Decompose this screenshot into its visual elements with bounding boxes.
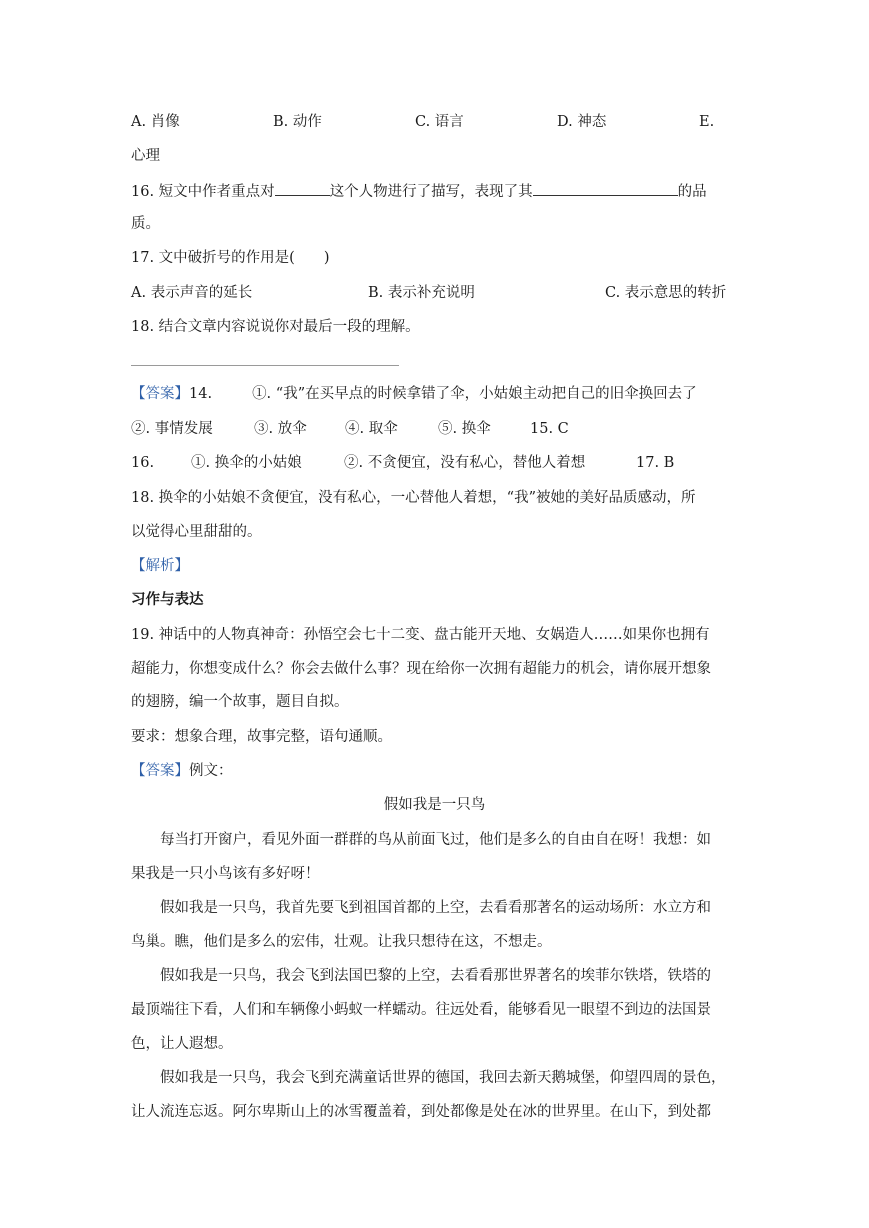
question-16: 16. 短文中作者重点对 这个人物进行了描写，表现了其 的品 <box>131 181 707 202</box>
essay-answer-header: 【答案】例文： <box>131 763 233 779</box>
answer-line-5: 以觉得心里甜甜的。 <box>131 524 262 540</box>
essay-answer-tag: 【答案】 <box>131 763 189 779</box>
answer-line-4: 18. 换伞的小姑娘不贪便宜，没有私心，一心替他人着想，“我”被她的美好品质感动，所 <box>131 490 696 506</box>
analysis-tag: 【解析】 <box>131 558 189 574</box>
option-b: B. 动作 <box>273 114 322 130</box>
essay-line: 假如我是一只鸟，我会飞到充满童话世界的德国，我回去新天鹅城堡，仰望四周的景色， <box>160 1070 726 1086</box>
question-19-line-3: 的翅膀，编一个故事，题目自拟。 <box>131 694 349 710</box>
answer-line-1: 【答案】14. ①. “我”在买早点的时候拿错了伞，小姑娘主动把自己的旧伞换回去了 <box>131 386 697 402</box>
essay-title: 假如我是一只鸟 <box>383 797 486 813</box>
essay-line: 让人流连忘返。阿尔卑斯山上的冰雪覆盖着，到处都像是处在冰的世界里。在山下，到处都 <box>131 1104 711 1120</box>
question-19-line-2: 超能力，你想变成什么？你会去做什么事？现在给你一次拥有超能力的机会，请你展开想象 <box>131 661 711 677</box>
blank-2 <box>533 181 678 196</box>
essay-line: 假如我是一只鸟，我首先要飞到祖国首都的上空，去看看那著名的运动场所：水立方和 <box>160 900 711 916</box>
essay-line: 果我是一只小鸟该有多好呀！ <box>131 866 320 882</box>
question-19-line-1: 19. 神话中的人物真神奇：孙悟空会七十二变、盘古能开天地、女娲造人……如果你也拥有 <box>131 627 710 643</box>
essay-line: 色，让人遐想。 <box>131 1036 233 1052</box>
question-19-requirements: 要求：想象合理，故事完整，语句通顺。 <box>131 729 392 745</box>
option-d: D. 神态 <box>557 114 607 130</box>
question-17: 17. 文中破折号的作用是( ) <box>131 250 330 266</box>
essay-line: 假如我是一只鸟，我会飞到法国巴黎的上空，去看看那世界著名的埃菲尔铁塔，铁塔的 <box>160 968 711 984</box>
question-16-cont: 质。 <box>131 216 160 232</box>
q17-option-b: B. 表示补充说明 <box>368 285 475 301</box>
essay-line: 鸟巢。瞧，他们是多么的宏伟，壮观。让我只想待在这，不想走。 <box>131 934 552 950</box>
essay-line: 每当打开窗户，看见外面一群群的鸟从前面飞过，他们是多么的自由自在呀！我想：如 <box>160 832 711 848</box>
blank-1 <box>275 181 330 196</box>
option-e-text: 心理 <box>131 148 160 164</box>
option-e-letter: E. <box>699 114 715 130</box>
q17-option-a: A. 表示声音的延长 <box>131 285 253 301</box>
section-title: 习作与表达 <box>131 592 204 608</box>
answer-tag: 【答案】 <box>131 386 189 402</box>
q17-option-c: C. 表示意思的转折 <box>605 285 727 301</box>
option-a: A. 肖像 <box>131 114 180 130</box>
option-c: C. 语言 <box>415 114 464 130</box>
question-18: 18. 结合文章内容说说你对最后一段的理解。 <box>131 319 420 335</box>
essay-line: 最顶端往下看，人们和车辆像小蚂蚁一样蠕动。往远处看，能够看见一眼望不到边的法国景 <box>131 1002 711 1018</box>
divider <box>131 365 399 366</box>
